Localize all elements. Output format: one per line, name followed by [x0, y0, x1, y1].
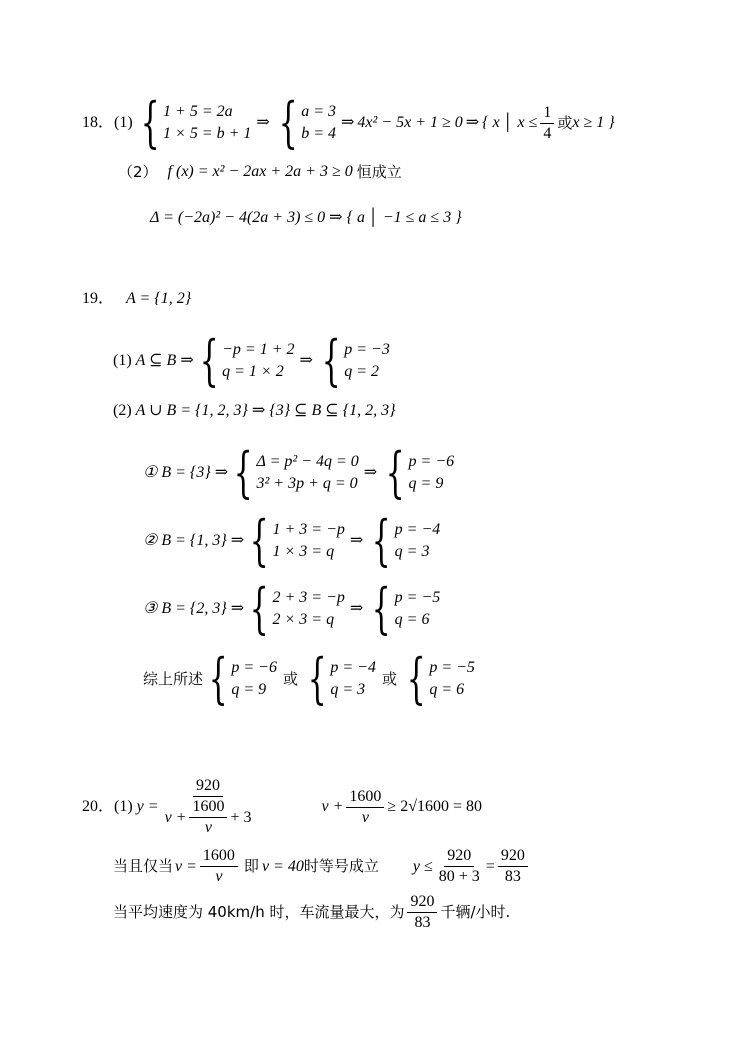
p20-v-fraction	[200, 848, 238, 885]
implies-icon: ⇒	[349, 600, 364, 617]
left-brace-icon: {	[372, 577, 391, 640]
p20-y-eq: y =	[136, 798, 159, 815]
p19-union-condition: A ∪ B = {1, 2, 3} ⇒ {3} ⊆ B ⊆ {1, 2, 3}	[135, 402, 396, 419]
p20-flow-fraction	[162, 778, 255, 836]
p19-part2-label: (2)	[113, 402, 132, 419]
system-row: Δ = p² − 4q = 0	[256, 453, 359, 470]
fraction-denominator: v	[215, 868, 223, 885]
left-brace-icon: {	[372, 509, 391, 572]
system-row: q = 3	[394, 543, 430, 560]
implies-icon: ⇒	[465, 114, 480, 131]
p19-summary-label: 综上所述	[143, 669, 204, 688]
p19-case2-system-2	[368, 509, 441, 572]
fraction-denominator	[162, 797, 255, 836]
p18-or-word: 或	[557, 113, 573, 132]
p18-part1-label: (1)	[114, 114, 133, 131]
left-brace-icon: {	[140, 91, 160, 154]
p20-namely: 即	[243, 857, 259, 875]
p20-bound-fraction-1	[436, 848, 483, 885]
p19-set-a: A = {1, 2}	[126, 290, 192, 307]
p19-case3-premise: ③ B = {2, 3} ⇒	[143, 600, 245, 617]
implies-icon: ⇒	[340, 114, 355, 131]
p18-number: 18．	[82, 114, 115, 131]
inner-fraction	[189, 799, 227, 836]
system-row: q = 9	[231, 681, 267, 698]
system-row: q = 2	[344, 363, 380, 380]
p18-system-1	[137, 91, 252, 154]
p20-part1-label: (1)	[114, 798, 133, 815]
fraction-numerator: 920	[193, 778, 223, 797]
p20-line3	[113, 894, 510, 931]
left-brace-icon: {	[199, 329, 219, 392]
p18-quarter-fraction	[540, 105, 554, 142]
fraction-numerator: 1	[540, 105, 554, 124]
fraction-denominator: 83	[414, 914, 431, 931]
fraction-denominator: v	[361, 808, 369, 826]
p20-y-le: y ≤	[412, 857, 433, 875]
p20-conclusion-text: 当平均速度为 40km/h 时，车流量最大，为	[113, 903, 405, 921]
p19-case3	[143, 577, 442, 640]
left-brace-icon: {	[278, 91, 298, 154]
p20-equals: =	[485, 857, 495, 875]
p18-line2	[118, 164, 402, 180]
p19-case2-system-1	[246, 509, 345, 572]
system-row: p = −3	[344, 341, 390, 358]
system-row: 2 + 3 = −p	[272, 589, 345, 606]
p19-part2	[113, 403, 396, 419]
implies-icon: ⇒	[299, 352, 313, 369]
p19-number: 19．	[82, 290, 115, 307]
p20-amgm-post: ≥ 2√1600 = 80	[387, 798, 483, 815]
p20-iff-text: 当且仅当	[113, 857, 174, 875]
p19-part1-system-2	[318, 329, 390, 392]
p18-sys1-row1: 1 + 5 = 2a	[163, 103, 233, 120]
fraction-numerator: 1600	[189, 799, 227, 818]
system-row: q = 6	[394, 611, 430, 628]
system-row: q = 1 × 2	[222, 363, 284, 380]
system-row: p = −6	[231, 659, 277, 676]
system-row: 2 × 3 = q	[272, 611, 335, 628]
left-brace-icon: {	[406, 647, 426, 710]
p20-line2	[113, 848, 531, 885]
p18-function-condition: f (x) = x² − 2ax + 2a + 3 ≥ 0	[167, 163, 353, 180]
p19-summary-or-2: 或	[381, 669, 397, 688]
p19-line1	[82, 291, 191, 307]
left-brace-icon: {	[249, 577, 269, 640]
p19-case1-premise: ① B = {3} ⇒	[143, 464, 229, 481]
system-row: p = −5	[394, 589, 441, 606]
p19-case1-system-1	[230, 441, 359, 504]
p18-sys2-row2: b = 4	[301, 125, 336, 142]
denominator-suffix: + 3	[230, 808, 252, 826]
p19-case2	[143, 509, 442, 572]
system-row: p = −4	[394, 521, 441, 538]
p19-summary-system-1	[205, 647, 277, 710]
p19-case1-system-2	[382, 441, 455, 504]
left-brace-icon: {	[208, 647, 228, 710]
p19-summary	[143, 647, 477, 710]
system-row: q = 6	[429, 681, 465, 698]
p20-max-flow-fraction	[407, 894, 437, 931]
p18-solution-set-pre: { x │ x ≤	[482, 114, 538, 131]
left-brace-icon: {	[321, 329, 341, 392]
fraction-numerator: 920	[407, 894, 437, 913]
fraction-denominator: 83	[504, 868, 521, 885]
fraction-numerator: 920	[444, 848, 474, 867]
p18-always-holds: 恒成立	[356, 162, 402, 181]
p18-inequality: 4x² − 5x + 1 ≥ 0	[357, 114, 463, 131]
p20-number: 20．	[82, 798, 115, 815]
left-brace-icon: {	[385, 441, 405, 504]
system-row: −p = 1 + 2	[222, 341, 295, 358]
p20-amgm-fraction	[346, 789, 384, 826]
p20-bound-fraction-2	[498, 848, 528, 885]
p19-part1-label: (1)	[113, 352, 132, 369]
left-brace-icon: {	[233, 441, 253, 504]
p20-v-40: v = 40	[261, 857, 304, 875]
fraction-denominator: v	[204, 819, 213, 836]
p19-part1-system-1	[196, 329, 295, 392]
system-row: 1 × 3 = q	[272, 543, 335, 560]
p19-summary-system-3	[403, 647, 475, 710]
denominator-prefix: v +	[164, 808, 187, 826]
fraction-numerator: 1600	[200, 848, 238, 867]
p18-system-2	[275, 91, 336, 154]
p19-case3-system-1	[246, 577, 345, 640]
system-row: 1 + 3 = −p	[272, 521, 345, 538]
system-row: q = 9	[408, 475, 444, 492]
system-row: p = −4	[330, 659, 376, 676]
p18-solution-set-post: x ≥ 1 }	[572, 114, 615, 131]
p18-discriminant: Δ = (−2a)² − 4(2a + 3) ≤ 0 ⇒ { a │ −1 ≤ a ≤ 3 }	[150, 209, 462, 226]
p19-summary-system-2	[304, 647, 376, 710]
left-brace-icon: {	[307, 647, 327, 710]
system-row: q = 3	[330, 681, 366, 698]
system-row: p = −6	[408, 453, 455, 470]
left-brace-icon: {	[249, 509, 269, 572]
system-row: 3² + 3p + q = 0	[256, 475, 358, 492]
p20-v-eq: v =	[175, 857, 197, 875]
p19-case3-system-2	[368, 577, 441, 640]
p20-equality-holds: 时等号成立	[303, 857, 379, 875]
p20-unit-text: 千辆/小时.	[440, 903, 511, 921]
p18-sys1-row2: 1 × 5 = b + 1	[163, 125, 252, 142]
fraction-numerator: 1600	[346, 789, 384, 808]
implies-icon: ⇒	[349, 532, 364, 549]
fraction-denominator: 4	[543, 124, 552, 142]
p19-case1	[143, 441, 456, 504]
implies-icon: ⇒	[256, 114, 270, 131]
p19-summary-or-1: 或	[282, 669, 298, 688]
p19-case2-premise: ② B = {1, 3} ⇒	[143, 532, 245, 549]
p19-part1-premise: A ⊆ B ⇒	[135, 352, 194, 369]
p18-sys2-row1: a = 3	[301, 103, 336, 120]
p20-amgm-pre: v +	[321, 798, 344, 815]
fraction-numerator: 920	[498, 848, 528, 867]
system-row: p = −5	[429, 659, 475, 676]
implies-icon: ⇒	[363, 464, 378, 481]
fraction-denominator: 80 + 3	[438, 868, 480, 885]
p18-part2-label: （2）	[118, 162, 158, 181]
p19-part1	[113, 329, 392, 392]
p18-line1	[82, 91, 615, 154]
p18-line3	[150, 210, 462, 226]
p20-line1	[82, 778, 482, 836]
